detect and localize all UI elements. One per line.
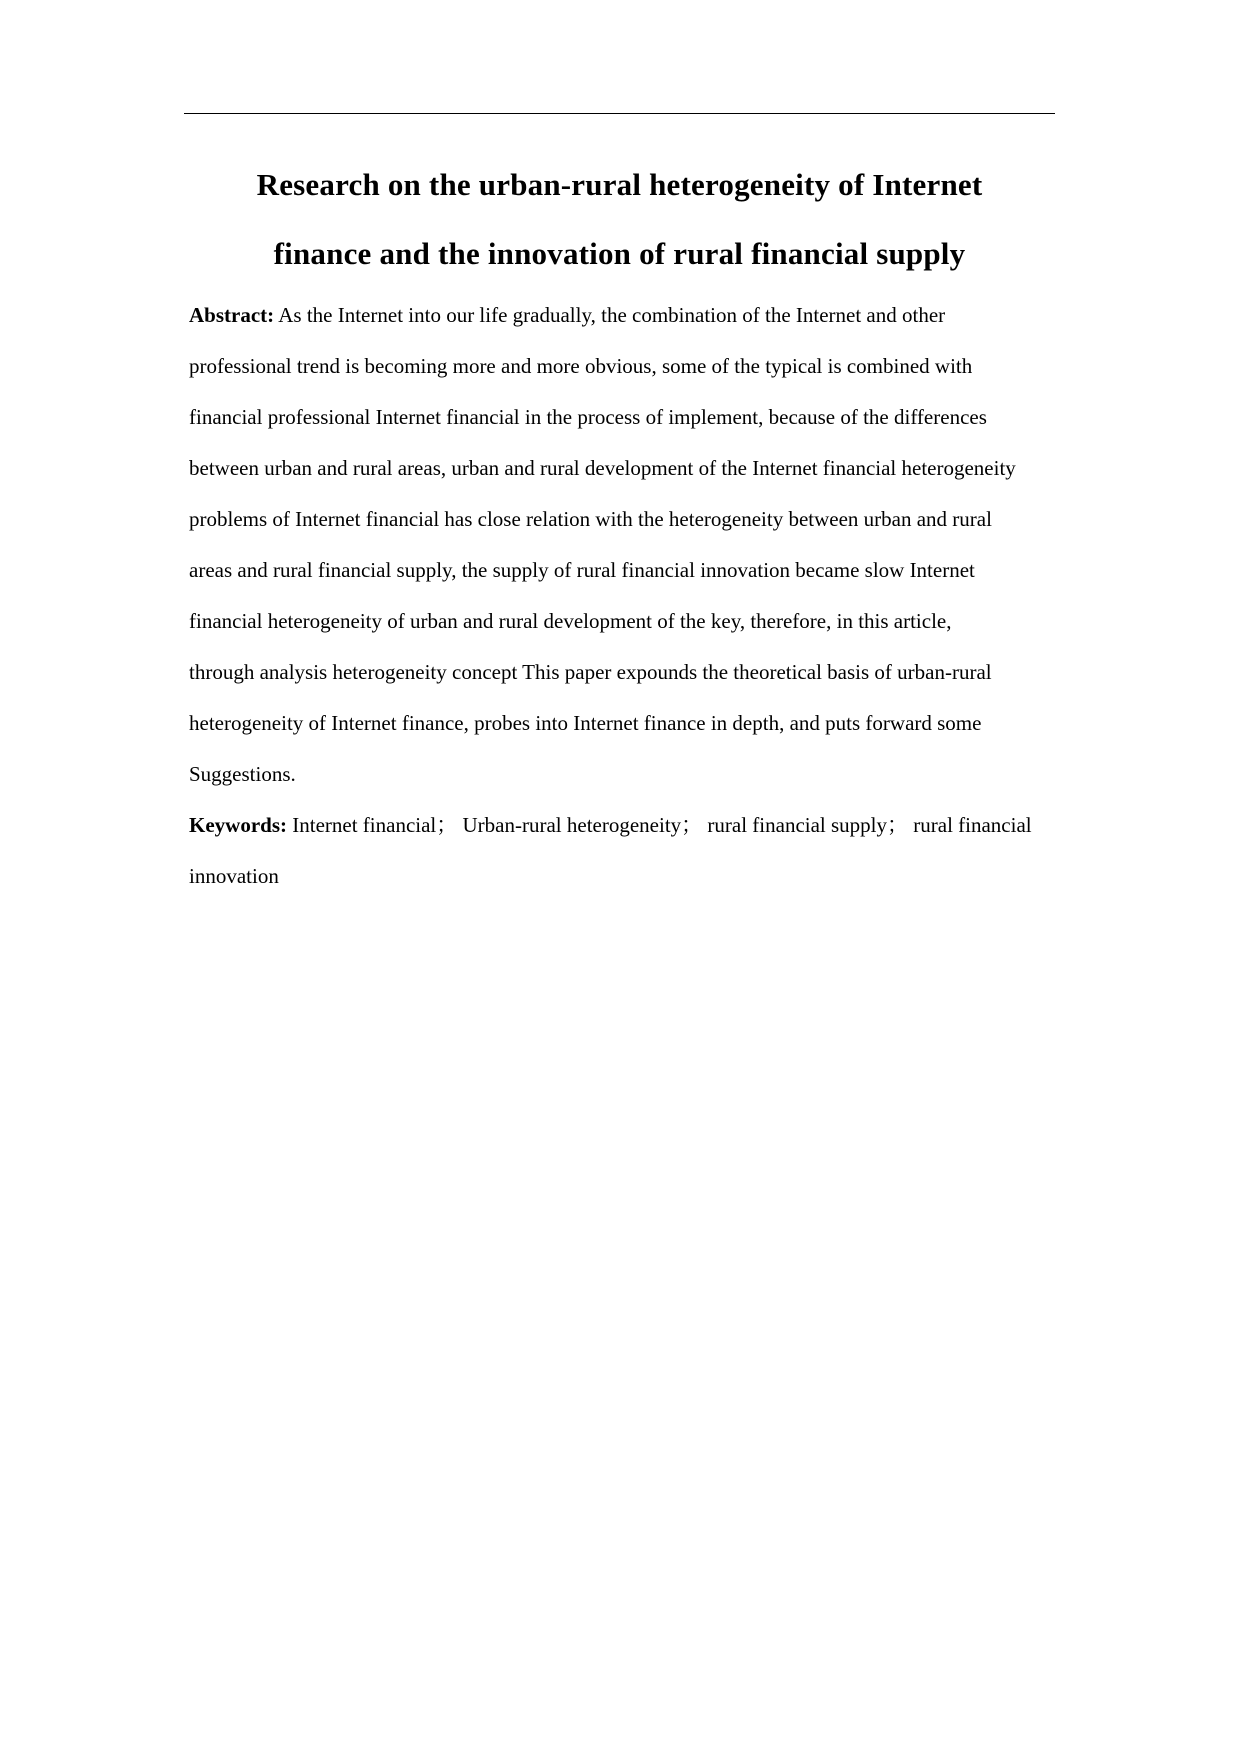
abstract-line [189, 290, 1058, 341]
abstract-line: professional trend is becoming more and more obvious, some of the typical is combined with [189, 354, 973, 378]
keywords-line: innovation [189, 864, 279, 888]
paper-title [184, 150, 1055, 288]
abstract-line: Suggestions. [189, 762, 296, 786]
abstract-line: financial professional Internet financial in the process of implement, because of the differences [189, 405, 987, 429]
abstract-text: As the Internet into our life gradually, the combination of the Internet and other [274, 303, 946, 327]
title-line: finance and the innovation of rural financial supply [273, 236, 966, 271]
keywords-text: Internet financial； Urban-rural heterogeneity； rural financial supply； rural financial [287, 813, 1032, 837]
title-line: Research on the urban-rural heterogeneity of Internet [256, 167, 983, 202]
abstract-line: between urban and rural areas, urban and rural development of the Internet financial heterogeneity [189, 456, 1016, 480]
abstract-line: financial heterogeneity of urban and rural development of the key, therefore, in this article, [189, 609, 952, 633]
abstract-line: through analysis heterogeneity concept This paper expounds the theoretical basis of urban-rural [189, 660, 992, 684]
abstract-section [189, 290, 1058, 800]
header-rule [184, 113, 1055, 114]
abstract-line: heterogeneity of Internet finance, probes into Internet finance in depth, and puts forward some [189, 711, 982, 735]
keywords-section [189, 800, 1058, 902]
keywords-label: Keywords: [189, 813, 287, 837]
keywords-line [189, 800, 1058, 851]
abstract-label: Abstract: [189, 303, 275, 327]
abstract-line: problems of Internet financial has close relation with the heterogeneity between urban and rural [189, 507, 992, 531]
abstract-line: areas and rural financial supply, the supply of rural financial innovation became slow Internet [189, 558, 975, 582]
